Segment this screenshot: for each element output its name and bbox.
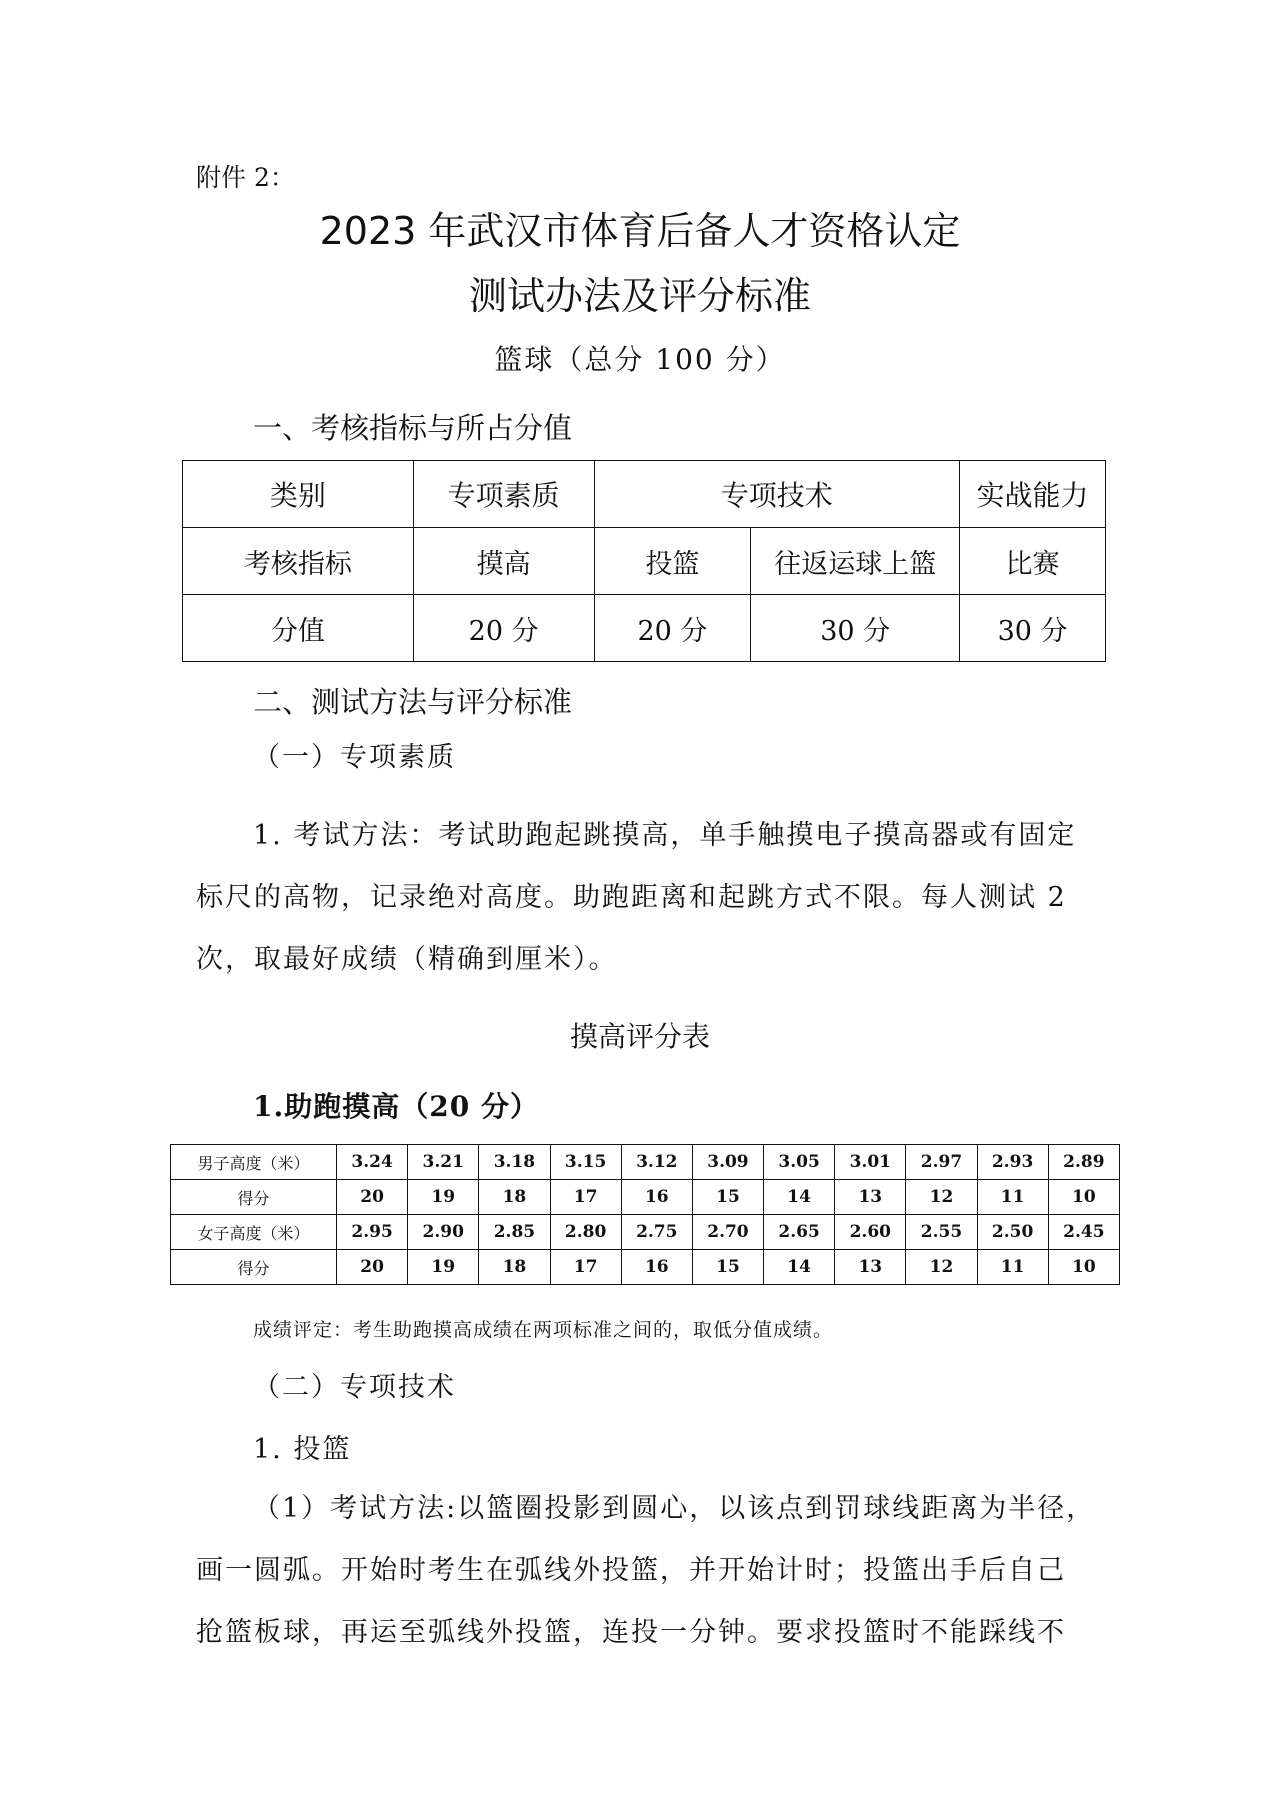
subsection-heading-1: （一）专项素质 bbox=[253, 742, 456, 773]
table-cell: 考核指标 bbox=[183, 528, 414, 595]
table-cell: 18 bbox=[479, 1250, 550, 1285]
row-label: 女子高度（米） bbox=[171, 1215, 337, 1250]
table-cell: 30 分 bbox=[960, 595, 1106, 662]
table-cell: 2.89 bbox=[1048, 1145, 1119, 1180]
table-cell: 20 bbox=[337, 1180, 408, 1215]
table-cell: 18 bbox=[479, 1180, 550, 1215]
table-cell: 3.21 bbox=[408, 1145, 479, 1180]
table-cell: 14 bbox=[764, 1180, 835, 1215]
table-cell: 2.60 bbox=[835, 1215, 906, 1250]
table-header-cell: 类别 bbox=[183, 461, 414, 528]
table-cell: 17 bbox=[550, 1180, 621, 1215]
table-cell: 16 bbox=[621, 1250, 692, 1285]
document-title-line2: 测试办法及评分标准 bbox=[468, 274, 811, 318]
table-row bbox=[171, 1215, 1120, 1250]
table-header-cell: 专项技术 bbox=[594, 461, 960, 528]
table-cell: 12 bbox=[906, 1180, 977, 1215]
table-cell: 30 分 bbox=[751, 595, 960, 662]
score-table bbox=[170, 1144, 1120, 1285]
table-cell: 13 bbox=[835, 1180, 906, 1215]
table-cell: 比赛 bbox=[960, 528, 1106, 595]
table-header-cell: 实战能力 bbox=[960, 461, 1106, 528]
table-row bbox=[171, 1180, 1120, 1215]
table-cell: 10 bbox=[1048, 1250, 1119, 1285]
table-cell: 16 bbox=[621, 1180, 692, 1215]
table-cell: 3.05 bbox=[764, 1145, 835, 1180]
table-row bbox=[171, 1250, 1120, 1285]
table-cell: 3.09 bbox=[692, 1145, 763, 1180]
table-cell: 14 bbox=[764, 1250, 835, 1285]
subsection-heading-2: （二）专项技术 bbox=[253, 1372, 456, 1403]
table-cell: 3.12 bbox=[621, 1145, 692, 1180]
table-cell: 往返运球上篮 bbox=[751, 528, 960, 595]
table-row bbox=[171, 1145, 1120, 1180]
indicators-table bbox=[182, 460, 1106, 662]
table-cell: 15 bbox=[692, 1180, 763, 1215]
table-cell: 2.97 bbox=[906, 1145, 977, 1180]
document-title-line1: 2023 年武汉市体育后备人才资格认定 bbox=[319, 209, 961, 253]
table-cell: 19 bbox=[408, 1180, 479, 1215]
table-cell: 20 分 bbox=[594, 595, 751, 662]
table-row bbox=[183, 461, 1106, 528]
grading-note: 成绩评定：考生助跑摸高成绩在两项标准之间的，取低分值成绩。 bbox=[253, 1319, 834, 1341]
table-header-cell: 专项素质 bbox=[413, 461, 594, 528]
document-subtitle: 篮球（总分 100 分） bbox=[494, 343, 786, 376]
table-cell: 2.45 bbox=[1048, 1215, 1119, 1250]
paragraph-line: 标尺的高物，记录绝对高度。助跑距离和起跳方式不限。每人测试 2 bbox=[196, 882, 1067, 913]
table-cell: 2.85 bbox=[479, 1215, 550, 1250]
table-cell: 分值 bbox=[183, 595, 414, 662]
table-cell: 2.55 bbox=[906, 1215, 977, 1250]
row-label: 得分 bbox=[171, 1180, 337, 1215]
table-cell: 3.01 bbox=[835, 1145, 906, 1180]
table-cell: 2.65 bbox=[764, 1215, 835, 1250]
paragraph-line: 画一圆弧。开始时考生在弧线外投篮，并开始计时；投篮出手后自己 bbox=[196, 1555, 1066, 1586]
score-table-title: 摸高评分表 bbox=[569, 1020, 710, 1053]
table-cell: 2.95 bbox=[337, 1215, 408, 1250]
table-cell: 17 bbox=[550, 1250, 621, 1285]
paragraph-line: 1. 考试方法：考试助跑起跳摸高，单手触摸电子摸高器或有固定 bbox=[253, 820, 1077, 851]
table-row bbox=[183, 595, 1106, 662]
table-cell: 13 bbox=[835, 1250, 906, 1285]
paragraph-line: （1）考试方法:以篮圈投影到圆心，以该点到罚球线距离为半径， bbox=[253, 1493, 1096, 1524]
table-cell: 3.15 bbox=[550, 1145, 621, 1180]
paragraph-test-method bbox=[196, 805, 1096, 991]
touch-height-heading: 1.助跑摸高（20 分） bbox=[253, 1090, 539, 1123]
paragraph-shooting-method bbox=[196, 1478, 1096, 1664]
table-cell: 2.50 bbox=[977, 1215, 1048, 1250]
table-cell: 2.90 bbox=[408, 1215, 479, 1250]
table-cell: 10 bbox=[1048, 1180, 1119, 1215]
table-cell: 12 bbox=[906, 1250, 977, 1285]
section-heading-1: 一、考核指标与所占分值 bbox=[253, 411, 573, 445]
row-label: 得分 bbox=[171, 1250, 337, 1285]
table-cell: 2.75 bbox=[621, 1215, 692, 1250]
table-cell: 3.18 bbox=[479, 1145, 550, 1180]
table-cell: 摸高 bbox=[413, 528, 594, 595]
row-label: 男子高度（米） bbox=[171, 1145, 337, 1180]
table-cell: 11 bbox=[977, 1180, 1048, 1215]
shooting-heading: 1. 投篮 bbox=[253, 1434, 352, 1465]
table-row bbox=[183, 528, 1106, 595]
paragraph-line: 次，取最好成绩（精确到厘米）。 bbox=[196, 944, 618, 975]
table-cell: 2.93 bbox=[977, 1145, 1048, 1180]
section-heading-2: 二、测试方法与评分标准 bbox=[253, 685, 573, 719]
table-cell: 投篮 bbox=[594, 528, 751, 595]
table-cell: 19 bbox=[408, 1250, 479, 1285]
paragraph-line: 抢篮板球，再运至弧线外投篮，连投一分钟。要求投篮时不能踩线不 bbox=[196, 1617, 1066, 1648]
table-cell: 20 bbox=[337, 1250, 408, 1285]
table-cell: 15 bbox=[692, 1250, 763, 1285]
table-cell: 11 bbox=[977, 1250, 1048, 1285]
attachment-label: 附件 2： bbox=[196, 163, 295, 192]
table-cell: 2.80 bbox=[550, 1215, 621, 1250]
table-cell: 20 分 bbox=[413, 595, 594, 662]
table-cell: 3.24 bbox=[337, 1145, 408, 1180]
table-cell: 2.70 bbox=[692, 1215, 763, 1250]
